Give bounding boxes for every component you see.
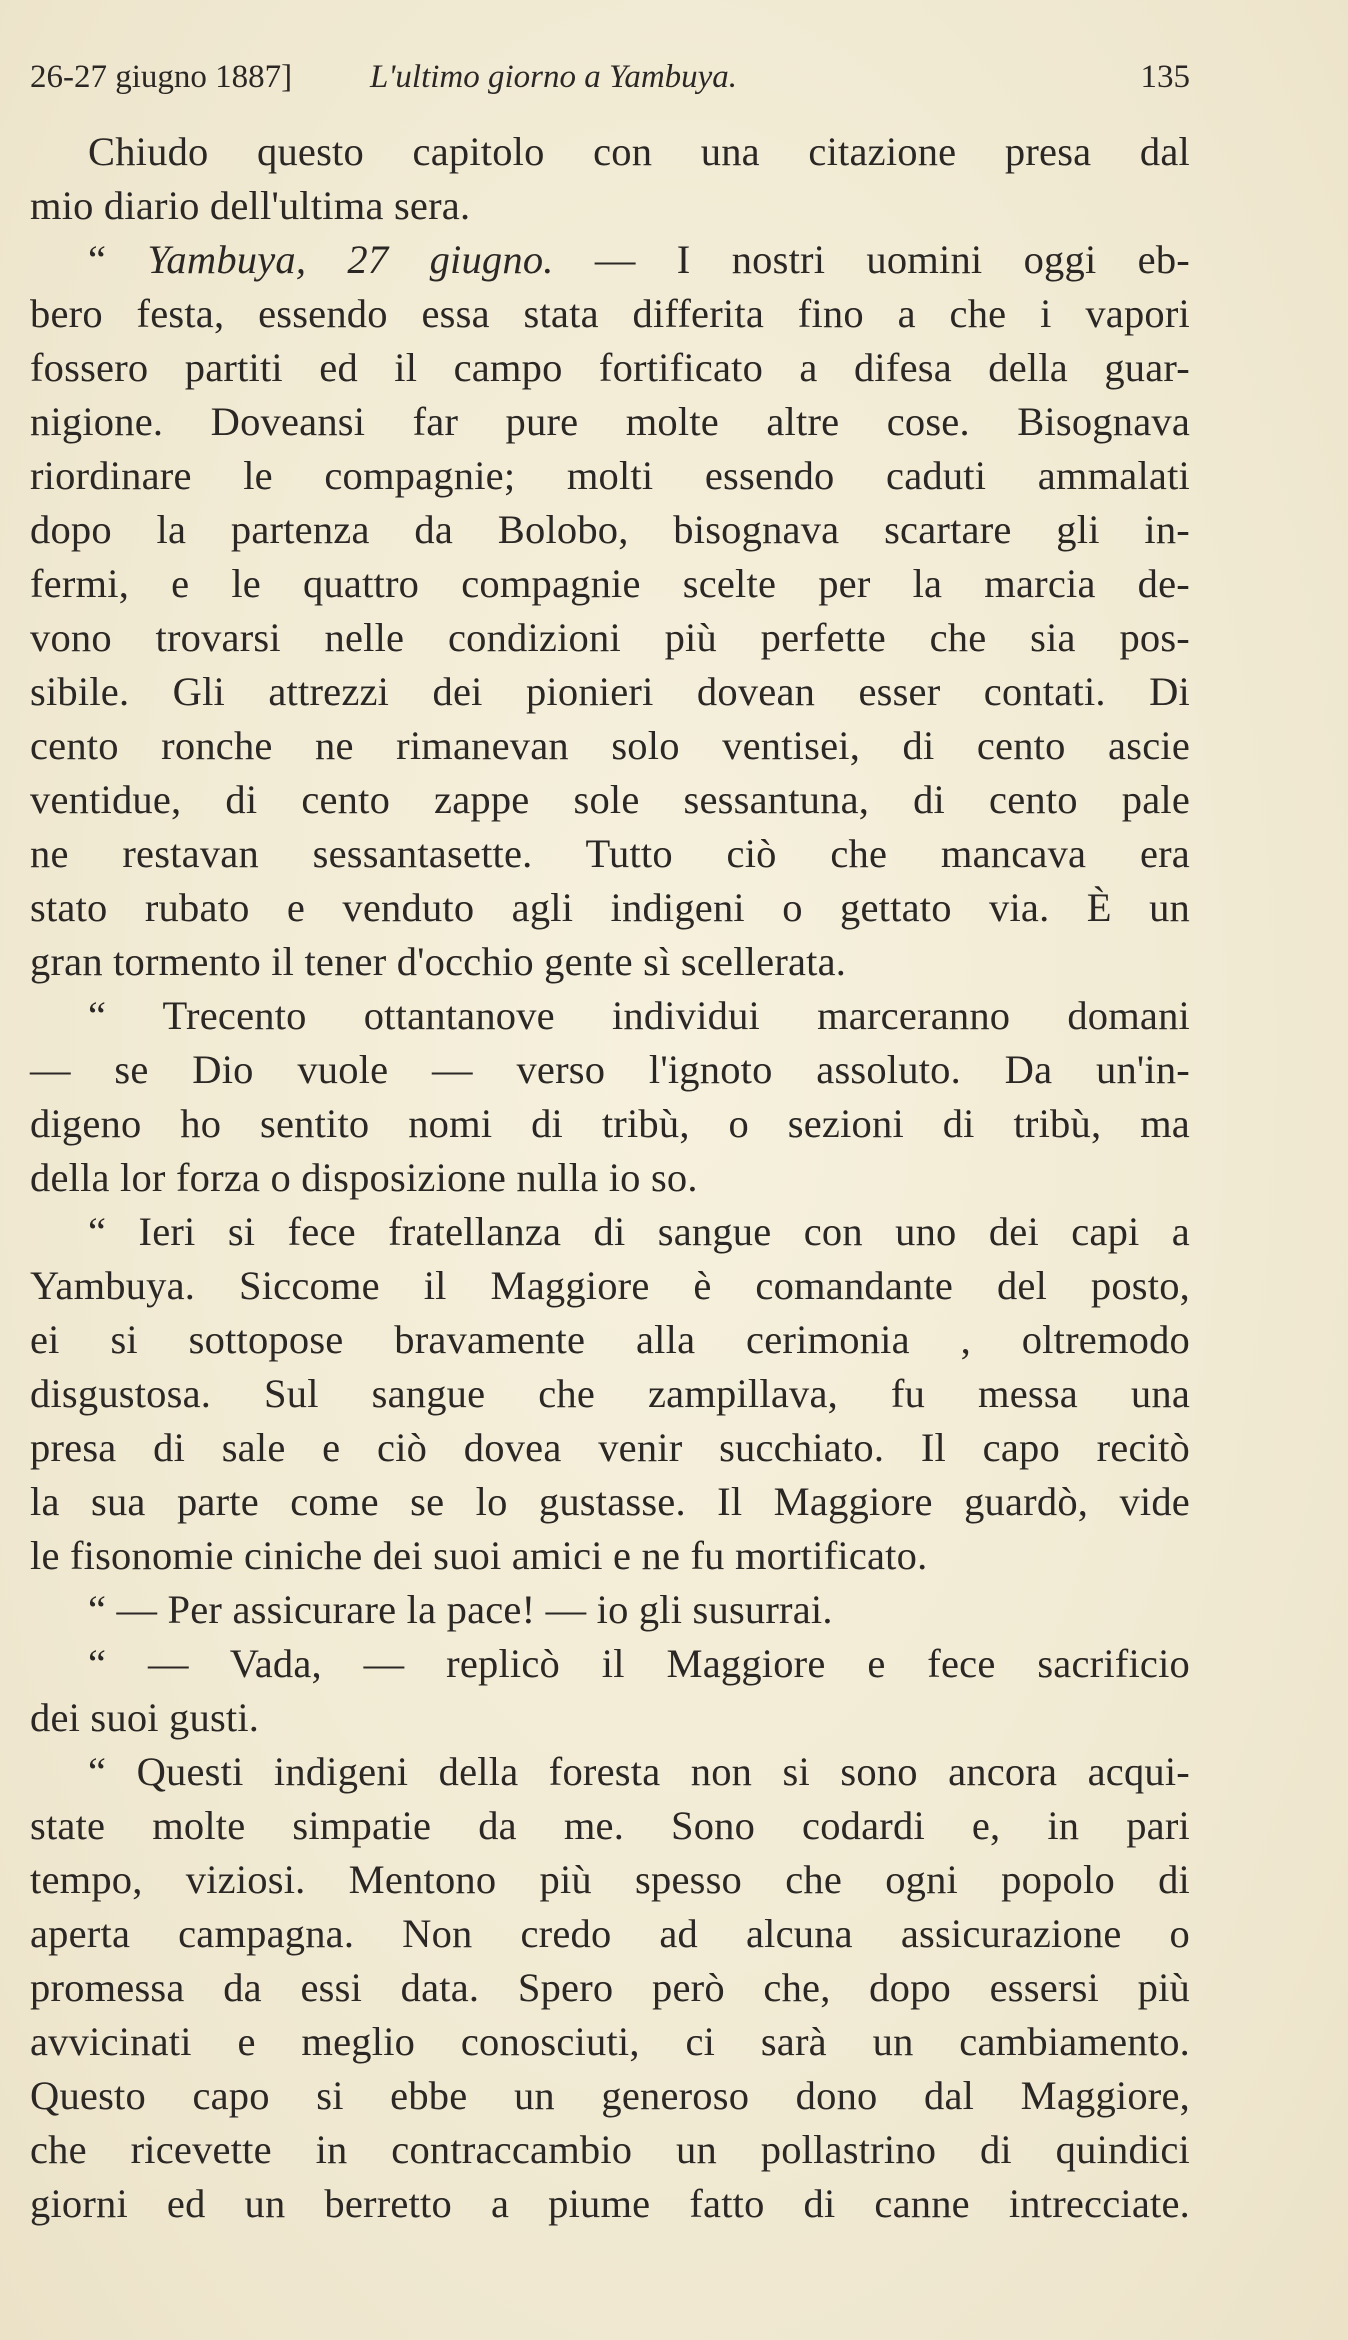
text-line: “ Questi indigeni della foresta non si sono ancora acqui- (88, 1749, 1190, 1794)
text-line: ne restavan sessantasette. Tutto ciò che mancava era (30, 831, 1190, 876)
text-line: le fisonomie ciniche dei suoi amici e ne fu mortificato. (30, 1533, 928, 1578)
text-line: gran tormento il tener d'occhio gente sì scellerata. (30, 939, 847, 984)
text-line: sibile. Gli attrezzi dei pionieri dovean esser contati. Di (30, 669, 1190, 714)
text-line: nigione. Doveansi far pure molte altre cose. Bisognava (30, 399, 1190, 444)
text-line: “ — Per assicurare la pace! — io gli susurrai. (88, 1587, 833, 1632)
text-line: dopo la partenza da Bolobo, bisognava scartare gli in- (30, 507, 1190, 552)
text-line (30, 233, 1190, 287)
text-line: promessa da essi data. Spero però che, dopo essersi più (30, 1965, 1190, 2010)
text-line: vono trovarsi nelle condizioni più perfette che sia pos- (30, 615, 1190, 660)
text-line: Chiudo questo capitolo con una citazione presa dal (88, 129, 1190, 174)
text-line: riordinare le compagnie; molti essendo caduti ammalati (30, 453, 1190, 498)
running-head-date: 26-27 giugno 1887] (30, 59, 293, 95)
text-line: stato rubato e venduto agli indigeni o gettato via. È un (30, 885, 1190, 930)
text-line: cento ronche ne rimanevan solo ventisei, di cento ascie (30, 723, 1190, 768)
page-number: 135 (1140, 59, 1190, 95)
text-line-rest: — I nostri uomini oggi eb- (553, 237, 1190, 282)
text-line: tempo, viziosi. Mentono più spesso che ogni popolo di (30, 1857, 1190, 1902)
text-line: aperta campagna. Non credo ad alcuna assicurazione o (30, 1911, 1190, 1956)
body-text (30, 125, 1190, 2231)
text-line: Yambuya. Siccome il Maggiore è comandante del posto, (30, 1263, 1190, 1308)
text-line: presa di sale e ciò dovea venir succhiato. Il capo recitò (30, 1425, 1190, 1470)
text-line: la sua parte come se lo gustasse. Il Maggiore guardò, vide (30, 1479, 1190, 1524)
text-line-prefix: “ (88, 237, 148, 282)
text-line: bero festa, essendo essa stata differita fino a che i vapori (30, 291, 1190, 336)
text-line: mio diario dell'ultima sera. (30, 183, 471, 228)
text-line: “ — Vada, — replicò il Maggiore e fece sacrificio (88, 1641, 1190, 1686)
text-line: ventidue, di cento zappe sole sessantuna, di cento pale (30, 777, 1190, 822)
text-line: avvicinati e meglio conosciuti, ci sarà un cambiamento. (30, 2019, 1190, 2064)
running-head (30, 52, 1190, 102)
text-line: che ricevette in contraccambio un pollastrino di quindici (30, 2127, 1190, 2172)
text-line: della lor forza o disposizione nulla io so. (30, 1155, 698, 1200)
running-head-title: L'ultimo giorno a Yambuya. (370, 59, 738, 95)
text-line: ei si sottopose bravamente alla cerimonia , oltremodo (30, 1317, 1190, 1362)
text-line: — se Dio vuole — verso l'ignoto assoluto. Da un'in- (30, 1047, 1190, 1092)
text-line: “ Trecento ottantanove individui marceranno domani (88, 993, 1190, 1038)
text-line: disgustosa. Sul sangue che zampillava, fu messa una (30, 1371, 1190, 1416)
text-line: digeno ho sentito nomi di tribù, o sezioni di tribù, ma (30, 1101, 1190, 1146)
text-line: fossero partiti ed il campo fortificato a difesa della guar- (30, 345, 1190, 390)
text-line: Questo capo si ebbe un generoso dono dal Maggiore, (30, 2073, 1190, 2118)
text-line: fermi, e le quattro compagnie scelte per la marcia de- (30, 561, 1190, 606)
text-line: giorni ed un berretto a piume fatto di canne intrecciate. (30, 2181, 1190, 2226)
diary-dateline: Yambuya, 27 giugno. (147, 237, 554, 282)
text-line: “ Ieri si fece fratellanza di sangue con uno dei capi a (88, 1209, 1190, 1254)
text-line: dei suoi gusti. (30, 1695, 260, 1740)
text-line: state molte simpatie da me. Sono codardi e, in pari (30, 1803, 1190, 1848)
